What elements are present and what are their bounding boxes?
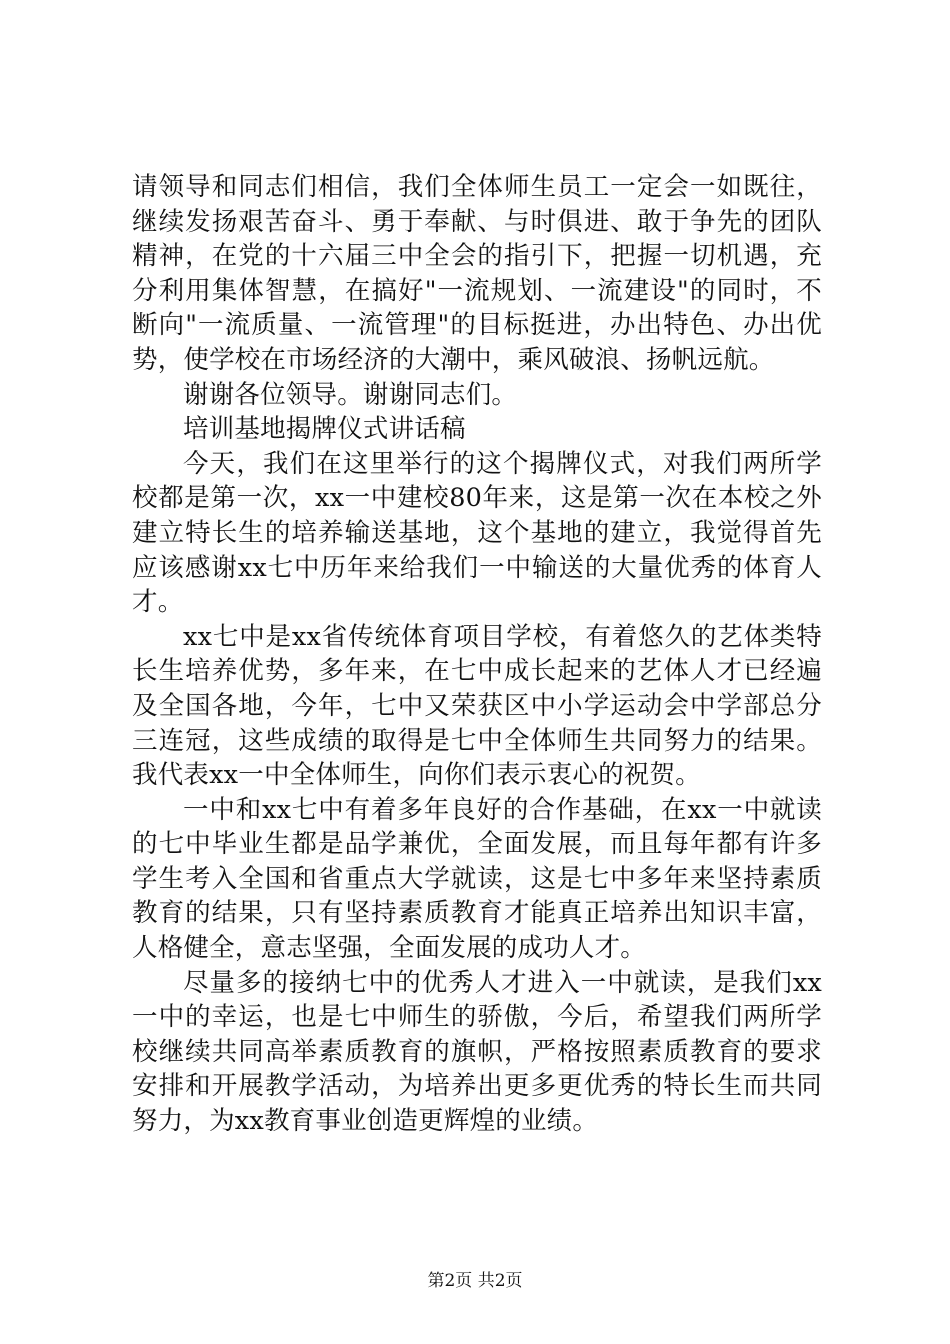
- paragraph-closing-remarks: 请领导和同志们相信，我们全体师生员工一定会一如既往，继续发扬艰苦奋斗、勇于奉献、与时俱进、敢于争先的团队精神，在党的十六届三中全会的指引下，把握一切机遇，充分利用集体智慧，在搞好"一流规划、一流建设"的同时，不断向"一流质量、一流管理"的目标挺进，办出特色、办出优势，使学校在市场经济的大潮中，乘风破浪、扬帆远航。: [132, 172, 822, 375]
- page-number-footer: 第2页 共2页: [427, 1271, 523, 1291]
- document-body: [132, 170, 822, 1139]
- paragraph-school-achievements: xx七中是xx省传统体育项目学校，有着悠久的艺体类特长生培养优势，多年来，在七中成长起来的艺体人才已经遍及全国各地，今年，七中又荣获区中小学运动会中学部总分三连冠，这些成绩的取得是七中全体师生共同努力的结果。我代表xx一中全体师生，向你们表示衷心的祝贺。: [132, 621, 822, 791]
- paragraph-opening: 今天，我们在这里举行的这个揭牌仪式，对我们两所学校都是第一次，xx一中建校80年来，这是第一次在本校之外建立特长生的培养输送基地，这个基地的建立，我觉得首先应该感谢xx七中历年来给我们一中输送的大量优秀的体育人才。: [132, 448, 822, 618]
- paragraph-thanks: 谢谢各位领导。谢谢同志们。: [183, 379, 518, 410]
- paragraph-cooperation: 一中和xx七中有着多年良好的合作基础，在xx一中就读的七中毕业生都是品学兼优，全面发展，而且每年都有许多学生考入全国和省重点大学就读，这是七中多年来坚持素质教育的结果，只有坚持素质教育才能真正培养出知识丰富，人格健全，意志坚强，全面发展的成功人才。: [132, 794, 822, 964]
- paragraph-future-hopes: 尽量多的接纳七中的优秀人才进入一中就读，是我们xx一中的幸运，也是七中师生的骄傲，今后，希望我们两所学校继续共同高举素质教育的旗帜，严格按照素质教育的要求安排和开展教学活动，为培养出更多更优秀的特长生而共同努力，为xx教育事业创造更辉煌的业绩。: [132, 967, 822, 1137]
- section-title: 培训基地揭牌仪式讲话稿: [183, 414, 466, 445]
